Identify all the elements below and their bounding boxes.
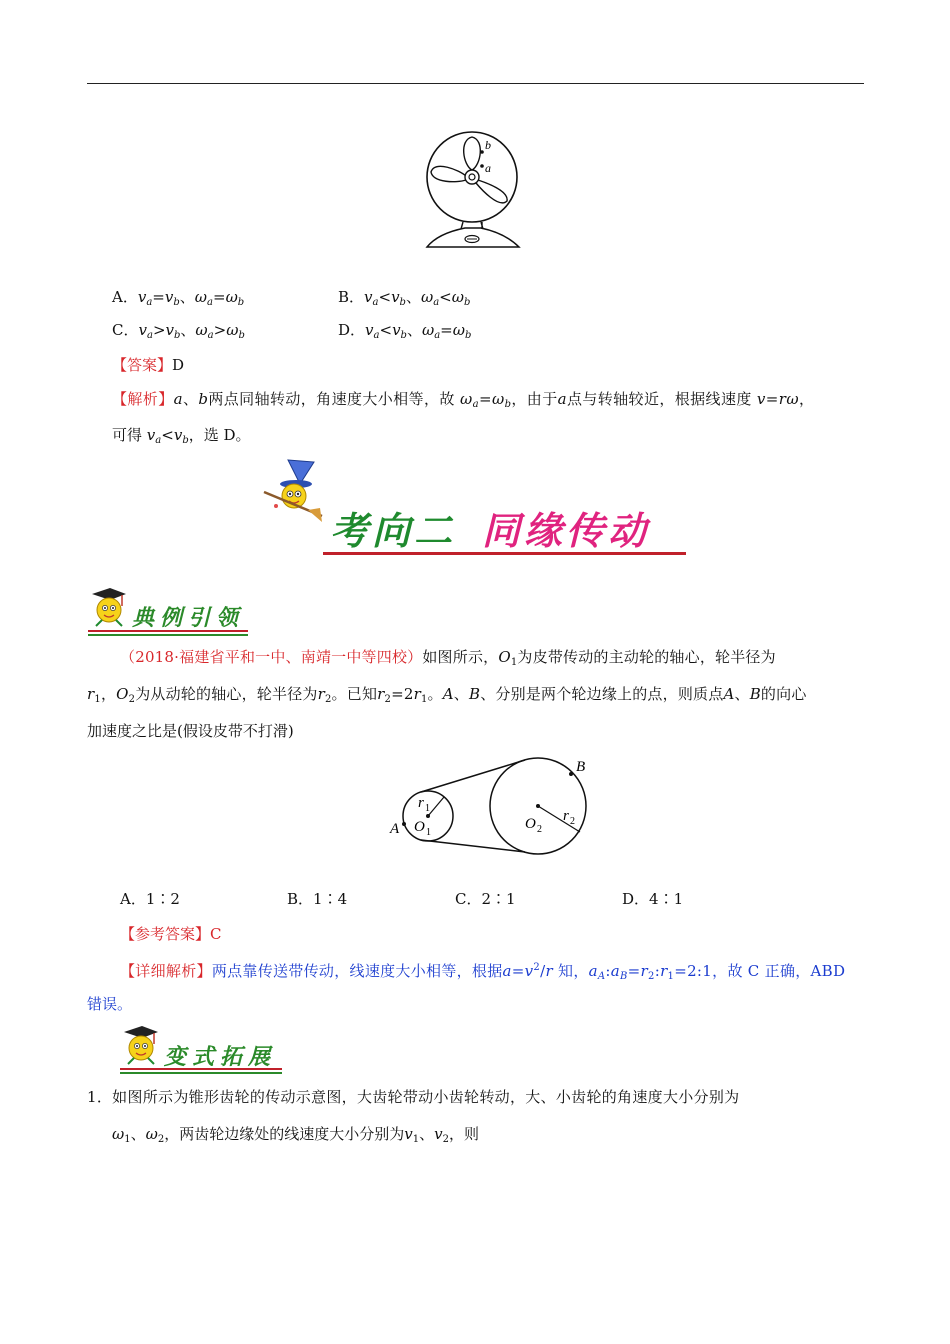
belt-label-a: A [390, 821, 400, 837]
belt-label-r2-sub: 2 [570, 816, 575, 827]
belt-label-r1: r [418, 795, 424, 811]
variant-tag-bar [120, 1068, 282, 1070]
belt-label-b: B [576, 759, 586, 775]
example-tag: 典例引领 [132, 606, 245, 631]
graduate-mascot-icon-2 [120, 1024, 160, 1068]
section-title: 考向二 同缘传动 [330, 509, 651, 553]
fan-figure [415, 125, 535, 255]
fan-label-a: a [485, 161, 491, 175]
belt-label-r2: r [563, 808, 569, 824]
example-ref-answer: 【参考答案】C [120, 925, 222, 943]
example-option-a: A．1∶2 [120, 890, 180, 908]
graduate-mascot-icon [88, 586, 128, 630]
prev-option-a: A．$v_a=v_b$、$\omega_a=\omega_b$ [112, 288, 245, 308]
belt-pulley-figure [388, 752, 598, 862]
prev-option-b: B．$v_a<v_b$、$\omega_a<\omega_b$ [338, 288, 471, 308]
prev-analysis-line2: 可得 $v_a<v_b$，选 D。 [112, 426, 251, 446]
fan-label-b: b [485, 138, 491, 152]
header-rule [87, 83, 864, 84]
example-tag-bar [88, 630, 248, 632]
wizard-mascot-icon [262, 456, 324, 522]
variant-tag: 变式拓展 [164, 1045, 277, 1070]
belt-label-o1-sub: 1 [426, 827, 431, 838]
example-option-c: C．2∶1 [455, 890, 516, 908]
prev-option-c: C．$v_a>v_b$、$\omega_a>\omega_b$ [112, 321, 245, 341]
example-option-d: D．4∶1 [622, 890, 684, 908]
example-line3: 加速度之比是(假设皮带不打滑) [87, 722, 294, 740]
belt-label-o1: O [414, 819, 425, 835]
example-detail-line1: 【详细解析】两点靠传送带传动，线速度大小相等，根据$a=v^2/r$ 知，$a_A:a_B=r_2:r_1=2:1$，故 C 正确，ABD [120, 962, 846, 982]
example-detail-line2: 错误。 [87, 995, 133, 1013]
variant-q1-line2: $\omega_1$、$\omega_2$，两齿轮边缘处的线速度大小分别为$v_1$、$v_2$，则 [112, 1125, 479, 1145]
variant-tag-bar-green [120, 1072, 282, 1074]
example-line2: $r_1$，$O_2$为从动轮的轴心，轮半径为$r_2$。已知$r_2=2r_1$。A、B、分别是两个轮边缘上的点，则质点A、B的向心 [87, 685, 807, 705]
prev-analysis-line1: 【解析】a、b两点同轴转动，角速度大小相等，故 $\omega_a=\omega_b$，由于a点与转轴较近，根据线速度 v=rω， [112, 390, 815, 410]
section-title-underline [323, 552, 686, 555]
prev-answer: 【答案】D [112, 356, 185, 374]
belt-label-r1-sub: 1 [425, 803, 430, 814]
example-tag-bar-green [88, 634, 248, 636]
variant-q1-line1: 1．如图所示为锥形齿轮的传动示意图，大齿轮带动小齿轮转动，大、小齿轮的角速度大小分别为 [87, 1088, 740, 1106]
belt-label-o2: O [525, 816, 536, 832]
example-line1: （2018·福建省平和一中、南靖一中等四校）如图所示，$O_1$为皮带传动的主动轮的轴心，轮半径为 [120, 648, 776, 668]
example-option-b: B．1∶4 [287, 890, 348, 908]
prev-option-d: D．$v_a<v_b$、$\omega_a=\omega_b$ [338, 321, 472, 341]
belt-label-o2-sub: 2 [537, 824, 542, 835]
